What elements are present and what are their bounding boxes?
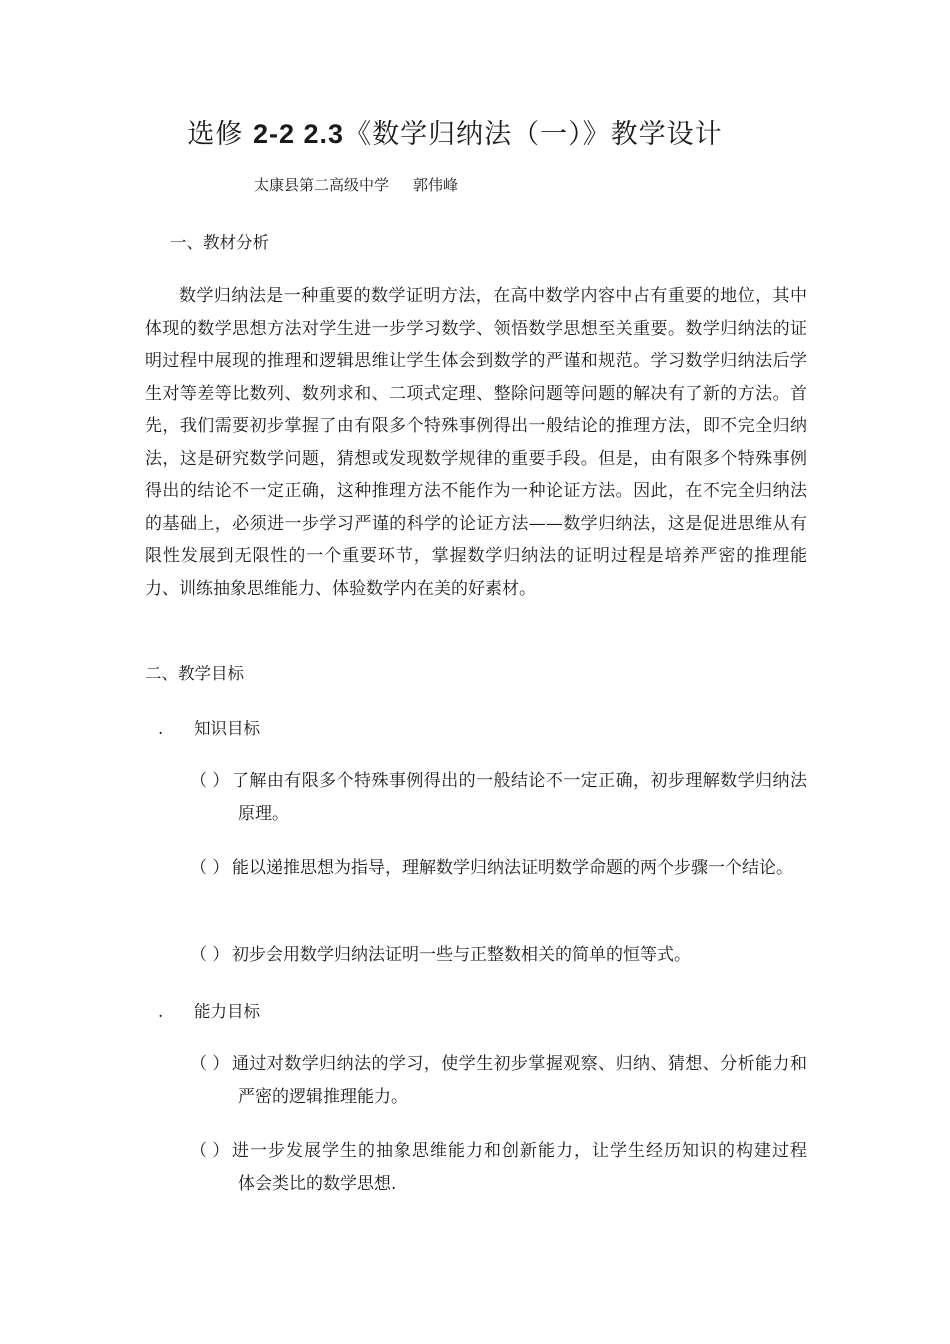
section-heading-teaching-goals: 二、教学目标 bbox=[145, 664, 244, 683]
knowledge-goal-item bbox=[190, 852, 807, 885]
title-number: 2-2 2.3 bbox=[253, 119, 345, 149]
knowledge-goal-item bbox=[190, 765, 807, 830]
item-text: 了解由有限多个特殊事例得出的一般结论不一定正确，初步理解数学归纳法原理。 bbox=[232, 771, 807, 824]
textbook-analysis-paragraph: 数学归纳法是一种重要的数学证明方法，在高中数学内容中占有重要的地位，其中体现的数学思想方法对学生进一步学习数学、领悟数学思想至关重要。数学归纳法的证明过程中展现的推理和逻辑思维让学生体会到数学的严谨和规范。学习数学归纳法后学生对等差等比数列、数列求和、二项式定理、整除问题等问题的解决有了新的方法。首先，我们需要初步掌握了由有限多个特殊事例得出一般结论的推理方法，即不完全归纳法，这是研究数学问题，猜想或发现数学规律的重要手段。但是，由有限多个特殊事例得出的结论不一定正确，这种推理方法不能作为一种论证方法。因此，在不完全归纳法的基础上，必须进一步学习严谨的科学的论证方法——数学归纳法，这是促进思维从有限性发展到无限性的一个重要环节，掌握数学归纳法的证明过程是培养严密的推理能力、训练抽象思维能力、体验数学内在美的好素材。 bbox=[145, 286, 807, 599]
document-title bbox=[0, 112, 910, 151]
author-school: 太康县第二高级中学 bbox=[254, 176, 390, 194]
author-line bbox=[254, 174, 458, 195]
item-text: 通过对数学归纳法的学习，使学生初步掌握观察、归纳、猜想、分析能力和严密的逻辑推理能力。 bbox=[232, 1054, 807, 1107]
item-text: 能以递推思想为指导，理解数学归纳法证明数学命题的两个步骤一个结论。 bbox=[232, 858, 793, 878]
subheading-label: 知识目标 bbox=[194, 719, 260, 738]
item-marker: （ ） bbox=[190, 771, 230, 791]
item-marker: （ ） bbox=[190, 1141, 230, 1161]
title-rest: 《数学归纳法（一）》教学设计 bbox=[344, 119, 723, 150]
author-name: 郭伟峰 bbox=[413, 176, 459, 194]
item-marker: （ ） bbox=[190, 1054, 230, 1074]
ability-goal-item bbox=[190, 1135, 824, 1200]
subheading-label: 能力目标 bbox=[194, 1002, 260, 1021]
item-marker: （ ） bbox=[190, 858, 230, 878]
title-prefix: 选修 bbox=[187, 119, 254, 150]
subheading-ability-goals bbox=[158, 998, 260, 1022]
subheading-marker: . bbox=[158, 719, 164, 738]
section-heading-textbook-analysis: 一、教材分析 bbox=[170, 233, 269, 252]
ability-goal-item bbox=[190, 1048, 807, 1113]
subheading-marker: . bbox=[158, 1002, 164, 1021]
knowledge-goal-item bbox=[190, 939, 807, 972]
subheading-knowledge-goals bbox=[158, 715, 260, 739]
item-marker: （ ） bbox=[190, 945, 230, 965]
item-text: 初步会用数学归纳法证明一些与正整数相关的简单的恒等式。 bbox=[232, 945, 691, 965]
item-text: 进一步发展学生的抽象思维能力和创新能力，让学生经历知识的构建过程 体会类比的数学思想. bbox=[232, 1141, 824, 1194]
